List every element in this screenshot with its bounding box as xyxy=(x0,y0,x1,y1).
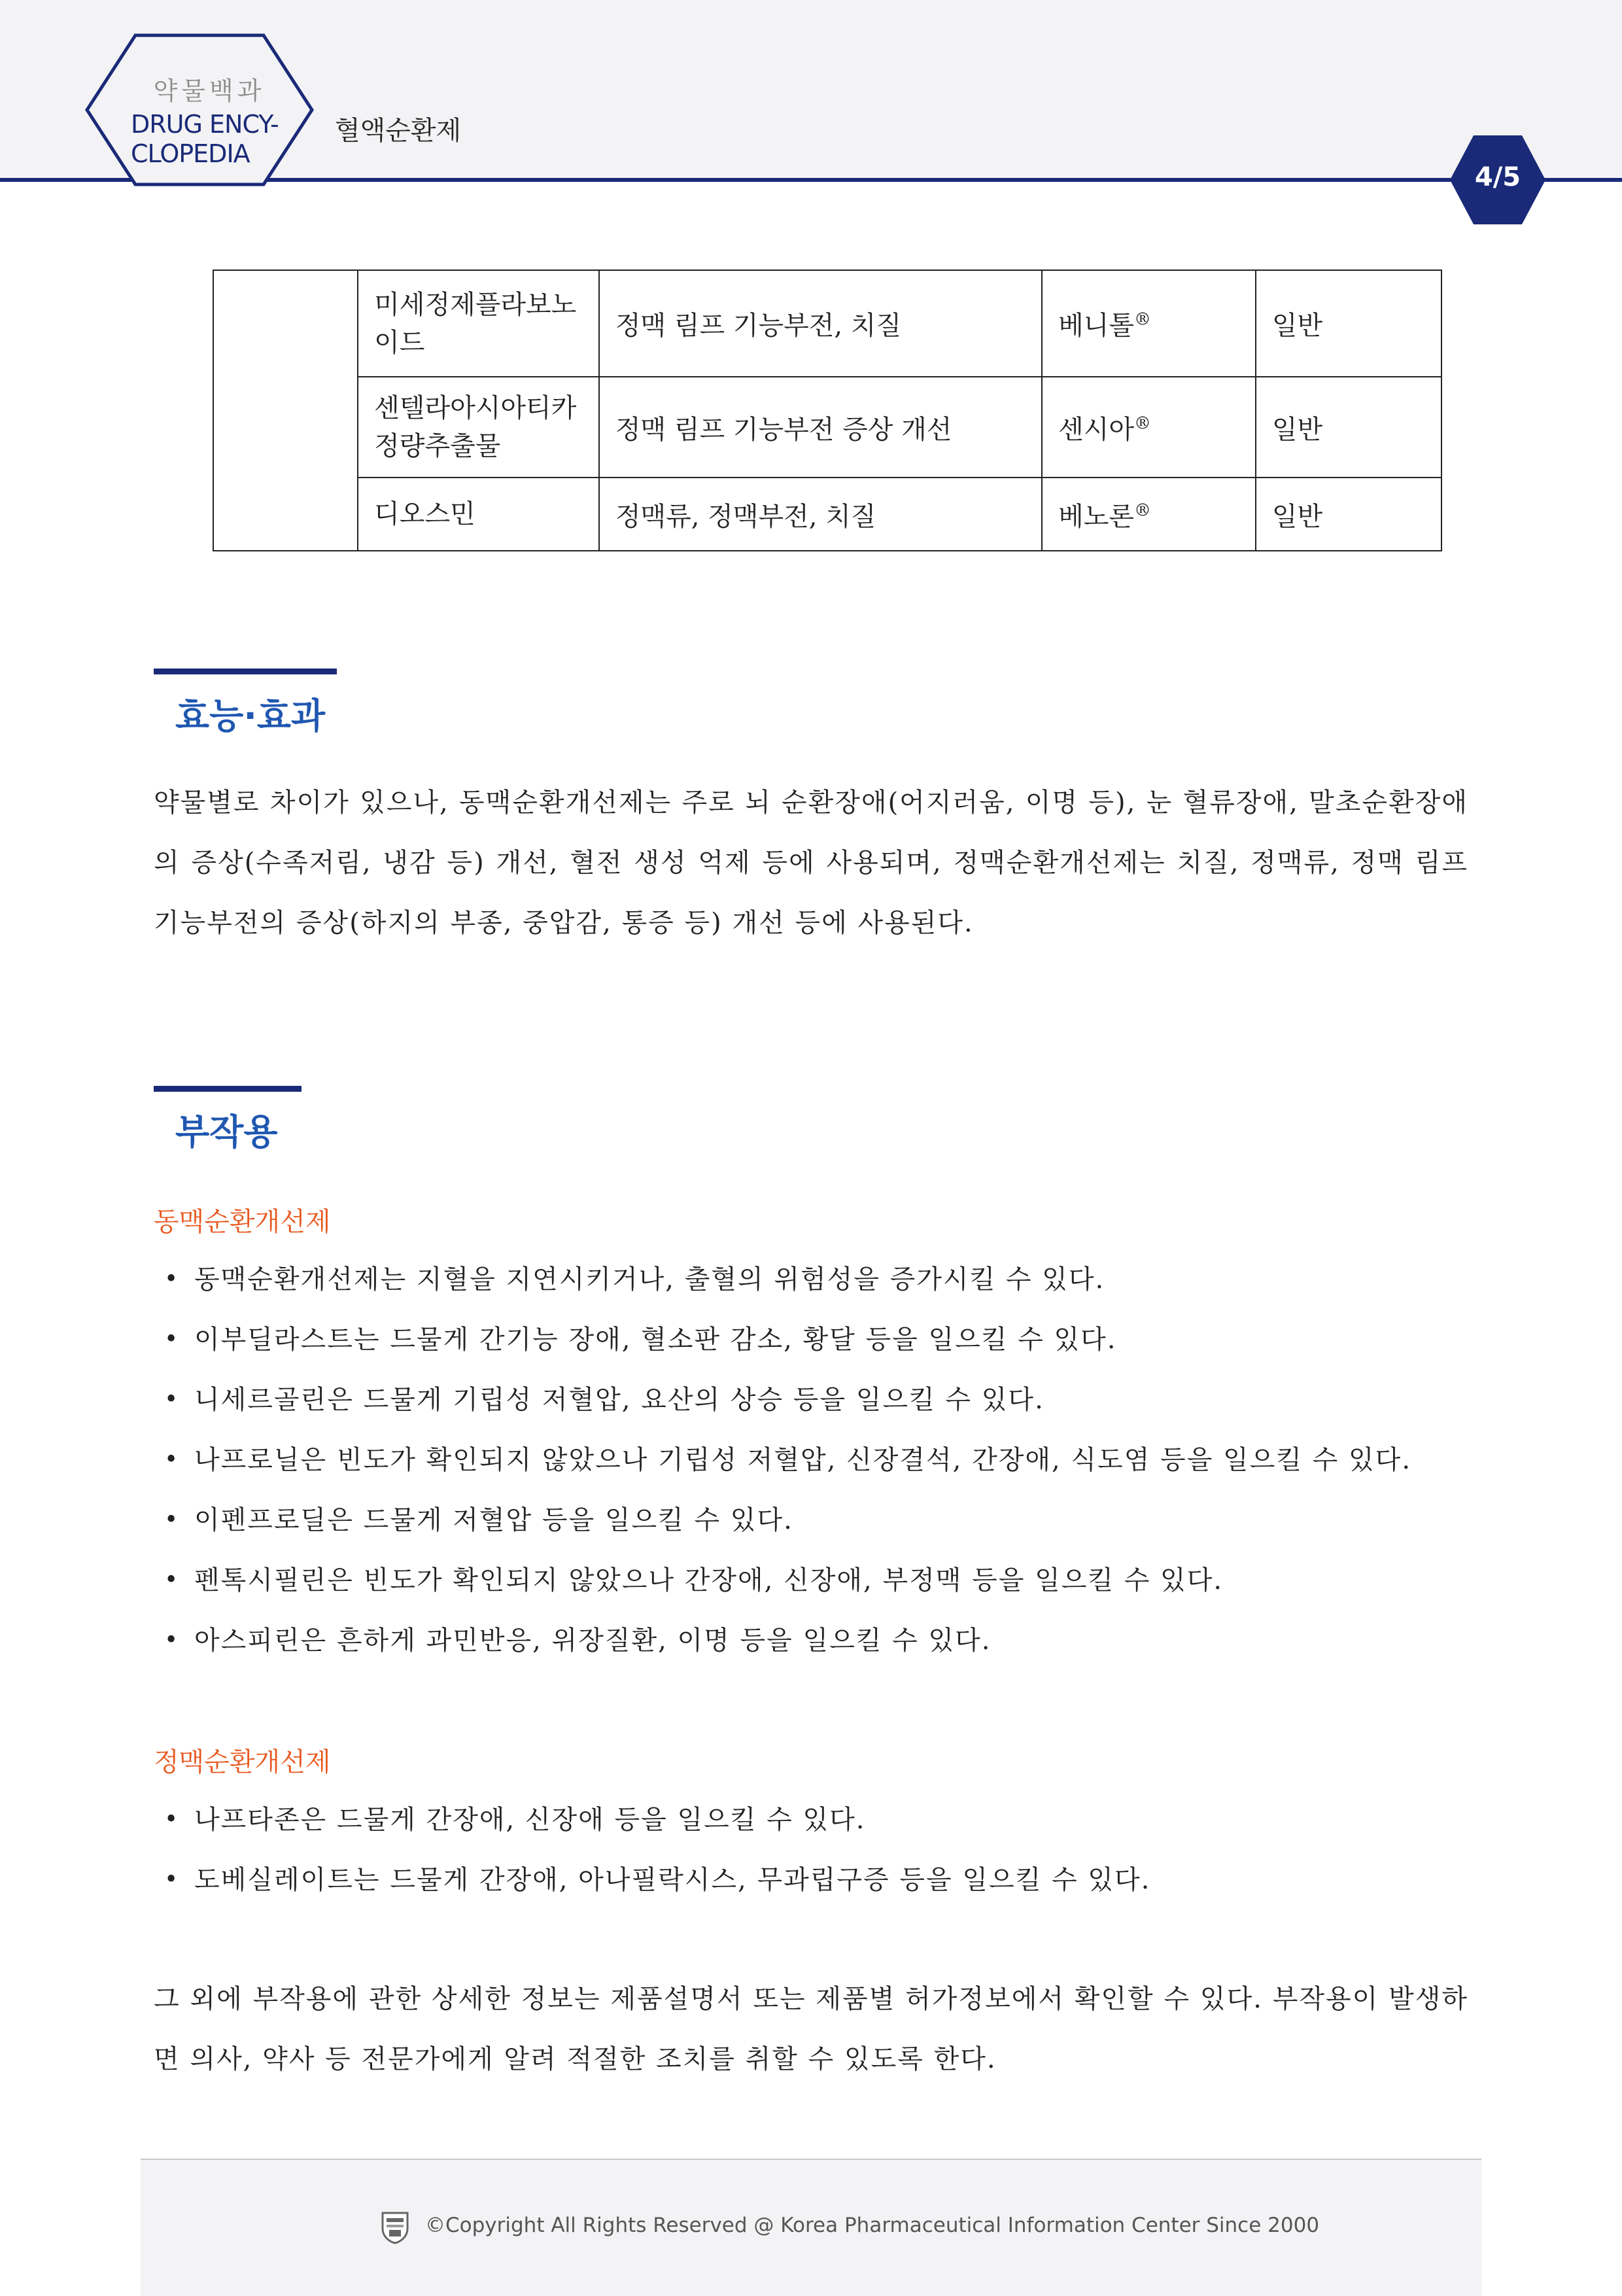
section-title-side-effects: 부작용 xyxy=(175,1111,278,1153)
table-row xyxy=(213,270,1441,377)
table-row xyxy=(213,478,1441,551)
list-item: • 나프타존은 드물게 간장애, 신장애 등을 일으킬 수 있다. xyxy=(154,1790,1150,1850)
section-title-efficacy: 효능·효과 xyxy=(175,695,326,737)
list-item: • 나프로닐은 빈도가 확인되지 않았으나 기립성 저혈압, 신장결석, 간장애, 식도염 등을 일으킬 수 있다. xyxy=(154,1430,1411,1490)
table-cell-product xyxy=(1042,270,1256,377)
table-cell-ingredient: 디오스민 xyxy=(358,478,599,551)
venous-side-effect-list xyxy=(154,1790,1150,1910)
table-cell-ingredient: 미세정제플라보노이드 xyxy=(358,270,599,377)
table-row xyxy=(213,377,1441,478)
registered-mark: ® xyxy=(1133,413,1151,434)
table-cell-indication: 정맥 림프 기능부전 증상 개선 xyxy=(599,377,1042,478)
list-item: • 이부딜라스트는 드물게 간기능 장애, 혈소판 감소, 황달 등을 일으킬 수 있다. xyxy=(154,1310,1411,1370)
list-item: • 이펜프로딜은 드물게 저혈압 등을 일으킬 수 있다. xyxy=(154,1490,1411,1550)
arterial-side-effect-list xyxy=(154,1249,1411,1671)
section-accent-bar xyxy=(154,1086,302,1092)
table-cell-product xyxy=(1042,478,1256,551)
table-cell-class: 일반 xyxy=(1256,377,1441,478)
list-item: • 펜톡시필린은 빈도가 확인되지 않았으나 간장애, 신장애, 부정맥 등을 일으킬 수 있다. xyxy=(154,1550,1411,1610)
page-number: 4/5 xyxy=(1474,162,1521,192)
category-title: 혈액순환제 xyxy=(335,116,462,146)
table-cell-product xyxy=(1042,377,1256,478)
table-cell-ingredient: 센텔라아시아티카정량추출물 xyxy=(358,377,599,478)
logo-line-1: DRUG ENCY- xyxy=(131,110,279,139)
registered-mark: ® xyxy=(1133,309,1151,330)
product-name: 베노론 xyxy=(1058,501,1134,532)
product-name: 베니톨 xyxy=(1058,311,1134,341)
table-cell-class: 일반 xyxy=(1256,270,1441,377)
subheading-venous: 정맥순환개선제 xyxy=(154,1747,331,1777)
subheading-arterial: 동맥순환개선제 xyxy=(154,1207,331,1237)
section-accent-bar xyxy=(154,669,337,674)
registered-mark: ® xyxy=(1133,500,1151,521)
list-item: • 도베실레이트는 드물게 간장애, 아나필락시스, 무과립구증 등을 일으킬 수 있다. xyxy=(154,1850,1150,1910)
efficacy-paragraph: 약물별로 차이가 있으나, 동맥순환개선제는 주로 뇌 순환장애(어지러움, 이명 등), 눈 혈류장애, 말초순환장애의 증상(수족저림, 냉감 등) 개선, 혈전 생성 억제 등에 사용되며, 정맥순환개선제는 치질, 정맥류, 정맥 림프 기능부전의 증상(하지의 부종, 중압감, 통증 등) 개선 등에 사용된다. xyxy=(154,788,1468,938)
table-group-cell xyxy=(213,270,358,551)
list-item: • 동맥순환개선제는 지혈을 지연시키거나, 출혈의 위험성을 증가시킬 수 있다. xyxy=(154,1249,1411,1310)
table-cell-indication: 정맥 림프 기능부전, 치질 xyxy=(599,270,1042,377)
logo-korean-text: 약물백과 xyxy=(153,77,266,105)
table-cell-indication: 정맥류, 정맥부전, 치질 xyxy=(599,478,1042,551)
shield-logo-icon xyxy=(381,2210,409,2244)
closing-paragraph: 그 외에 부작용에 관한 상세한 정보는 제품설명서 또는 제품별 허가정보에서 확인할 수 있다. 부작용이 발생하면 의사, 약사 등 전문가에게 알려 적절한 조치를 취할 수 있도록 한다. xyxy=(154,1984,1468,2074)
list-item: • 니세르골린은 드물게 기립성 저혈압, 요산의 상승 등을 일으킬 수 있다. xyxy=(154,1370,1411,1430)
product-name: 센시아 xyxy=(1058,414,1134,445)
list-item: • 아스피린은 흔하게 과민반응, 위장질환, 이명 등을 일으킬 수 있다. xyxy=(154,1610,1411,1671)
logo-line-2: CLOPEDIA xyxy=(131,139,250,168)
drug-table xyxy=(213,270,1442,551)
table-cell-class: 일반 xyxy=(1256,478,1441,551)
copyright-text: ©Copyright All Rights Reserved @ Korea Pharmaceutical Information Center Since 2000 xyxy=(425,2214,1320,2237)
